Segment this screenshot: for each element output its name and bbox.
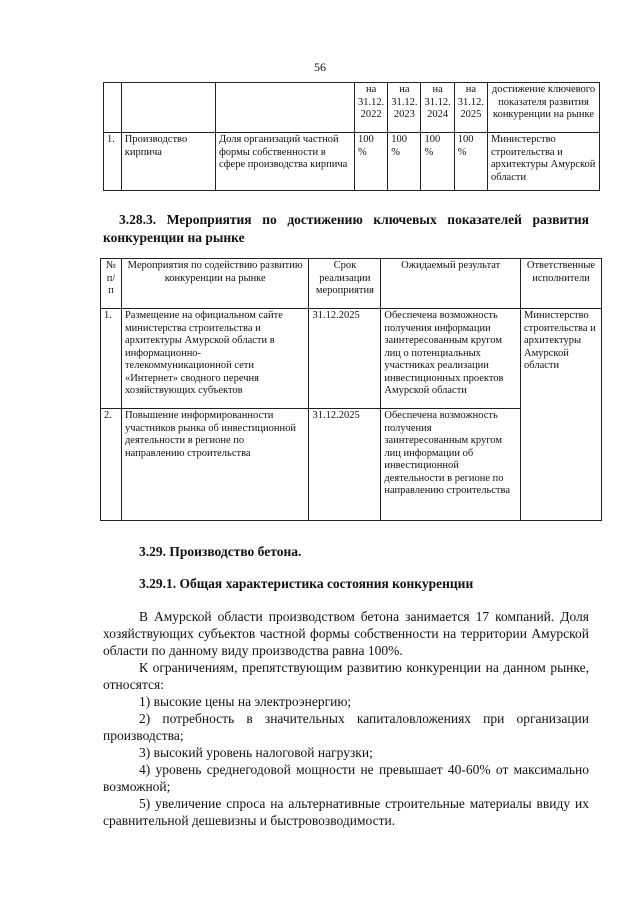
header-responsible: достижение ключевого показателя развития конкуренции на рынке bbox=[487, 83, 599, 133]
row-value-2025: 100 % bbox=[454, 133, 487, 191]
row1-result: Обеспечена возможность получения информации заинтересованным кругом лиц о потенциальных участниках реализации инвестиционных проектов Амурской области bbox=[381, 309, 521, 409]
header-result: Ожидаемый результат bbox=[381, 259, 521, 309]
header-year-2023: на 31.12. 2023 bbox=[388, 83, 421, 133]
row1-deadline: 31.12.2025 bbox=[309, 309, 381, 409]
paragraph-2: К ограничениям, препятствующим развитию конкуренции на данном рынке, относятся: bbox=[103, 660, 589, 692]
header-year-2024: на 31.12. 2024 bbox=[421, 83, 454, 133]
row-value-2023: 100 % bbox=[388, 133, 421, 191]
row2-deadline: 31.12.2025 bbox=[309, 409, 381, 521]
header-market-cell bbox=[121, 83, 215, 133]
header-year-2025: на 31.12. 2025 bbox=[454, 83, 487, 133]
row-responsible: Министерство строительства и архитектуры Амурской области bbox=[487, 133, 599, 191]
header-num: № п/п bbox=[101, 259, 122, 309]
row2-measure: Повышение информированности участников рынка об инвестиционной деятельности в регионе по направлению строительства bbox=[121, 409, 308, 521]
list-item-5: 5) увеличение спроса на альтернативные строительные материалы ввиду их сравнительной дешевизны и быстровозводимости. bbox=[103, 796, 589, 828]
row-value-2022: 100 % bbox=[354, 133, 387, 191]
header-indicator-cell bbox=[215, 83, 354, 133]
section-329-title: 3.29. Производство бетона. bbox=[139, 544, 302, 559]
header-num-cell bbox=[104, 83, 122, 133]
responsible-cell: Министерство строительства и архитектуры Амурской области bbox=[521, 309, 602, 521]
list-item-4: 4) уровень среднегодовой мощности не превышает 40-60% от максимально возможной; bbox=[103, 762, 589, 794]
row-value-2024: 100 % bbox=[421, 133, 454, 191]
row-market: Производство кирпича bbox=[121, 133, 215, 191]
list-item-2: 2) потребность в значительных капиталовложениях при организации производства; bbox=[103, 711, 589, 743]
header-responsible: Ответственные исполнители bbox=[521, 259, 602, 309]
row2-result: Обеспечена возможность получения заинтересованным кругом лиц информации об инвестиционной деятельности в регионе по направлению строительства bbox=[381, 409, 521, 521]
measures-table bbox=[100, 258, 602, 521]
list-item-3: 3) высокий уровень налоговой нагрузки; bbox=[139, 745, 373, 760]
page-number: 56 bbox=[314, 60, 326, 74]
header-measure: Мероприятия по содействию развитию конкуренции на рынке bbox=[121, 259, 308, 309]
section-3291-title: 3.29.1. Общая характеристика состояния конкуренции bbox=[139, 576, 474, 591]
section-3283-title: 3.28.3. Мероприятия по достижению ключевых показателей развития конкуренции на рынке bbox=[103, 212, 589, 245]
paragraph-1: В Амурской области производством бетона занимается 17 компаний. Доля хозяйствующих субъектов частной формы собственности на территории Амурской области по данному виду производства равна 100%. bbox=[103, 609, 589, 658]
list-item-1: 1) высокие цены на электроэнергию; bbox=[139, 694, 352, 709]
row-indicator: Доля организаций частной формы собственности в сфере производства кирпича bbox=[215, 133, 354, 191]
row1-measure: Размещение на официальном сайте министерства строительства и архитектуры Амурской области в информационно-телекоммуникационной сети «Интернет» сводного перечня хозяйствующих субъектов bbox=[121, 309, 308, 409]
body-text bbox=[103, 608, 589, 829]
row1-num: 1. bbox=[101, 309, 122, 409]
indicators-table bbox=[103, 82, 600, 191]
row2-num: 2. bbox=[101, 409, 122, 521]
header-year-2022: на 31.12. 2022 bbox=[354, 83, 387, 133]
header-deadline: Срок реализации мероприятия bbox=[309, 259, 381, 309]
row-num: 1. bbox=[104, 133, 122, 191]
